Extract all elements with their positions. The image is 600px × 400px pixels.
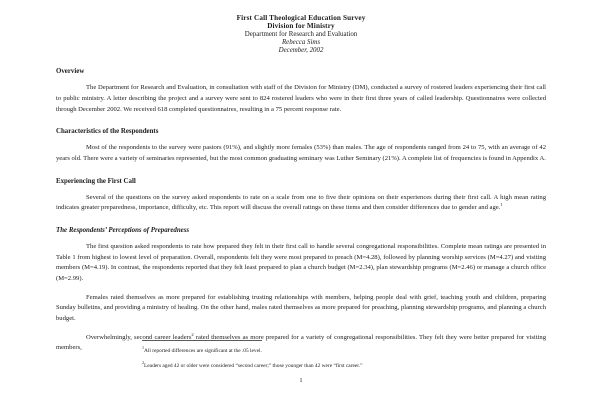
paragraph-characteristics: Most of the respondents to the survey were pastors (91%), and slightly more females (53%) than males. The age of respondents ranged from 24 to 75, with an average of 42 years old. There were a variety of seminaries represented, but the most common graduating seminary was Luther Seminary (21%). A complete list of frequencies is found in Appendix A. [56,144,546,163]
paragraph-second-career-text-pre: Overwhelmingly, second career leaders [86,333,192,341]
document-date: December, 2002 [278,47,324,55]
paragraph-gender-differences: Females rated themselves as more prepared for establishing trusting relationships with members, helping people deal with grief, teaching youth and children, preparing Sunday bulletins, and providing a ministry of healing. On the other hand, males rated themselves as more prepared for preaching, planning stewardship programs, and planning a church budget. [56,293,546,323]
heading-characteristics: Characteristics of the Respondents [56,128,159,136]
document-title: First Call Theological Education Survey [236,14,366,22]
footnote-area [56,340,546,384]
footnote-separator-rule [142,340,262,341]
footnote-2-marker: 2 [142,360,144,366]
footnote-reference-2[interactable]: 2 [191,331,194,337]
heading-experiencing-first-call: Experiencing the First Call [56,177,136,185]
document-author: Rebecca Sims [281,39,321,47]
footnote-reference-1[interactable]: 1 [500,202,503,208]
footnote-2-text: Leaders aged 42 or older were considered “second career;” those younger than 42 were “first career.” [144,362,363,369]
paragraph-second-career-text-post: rated themselves as more prepared for a variety of congregational responsibilities. They felt they were better prepared for visiting members, [56,333,546,352]
paragraph-preparedness-ratings: The first question asked respondents to rate how prepared they felt in their first call to handle several congregational responsibilities. Complete mean ratings are presented in Table 1 from highest to lowest level of preparation. Overall, respondents felt they were most prepared to preach (M=4.28), followed by planning worship services (M=4.27) and visiting members (M=4.19). In contrast, the respondents reported that they felt least prepared to plan a church budget (M=2.34), plan stewardship programs (M=2.46) or manage a church office (M=2.99). [56,243,546,283]
footnote-2 [56,362,546,370]
subheading-perceptions-of-preparedness: The Respondents’ Perceptions of Preparedness [56,227,190,235]
document-department: Department for Research and Evaluation [244,30,358,38]
heading-overview: Overview [56,68,85,76]
paragraph-experiencing-text: Several of the questions on the survey asked respondents to rate on a scale from one to five their opinions on their experiences during their first call. A high mean rating indicates greater preparedness, importance, difficulty, etc. This report will discuss the overall ratings on these items and then consider differences due to gender and age. [56,193,546,212]
page-number: 1 [299,377,303,384]
paragraph-overview: The Department for Research and Evaluation, in consultation with staff of the Division for Ministry (DM), conducted a survey of rostered leaders experiencing their first call to public ministry. A letter describing the project and a survey were sent to 824 rostered leaders who were in their first three years of called leadership. Questionnaires were collected through December 2002. We received 618 completed questionnaires, resulting in a 75 percent response rate. [56,84,546,113]
footnote-1-marker: 1 [142,344,144,350]
title-block [56,14,546,55]
footnote-1 [56,344,546,355]
paragraph-experiencing-first-call [56,193,546,214]
footnote-1-text: All reported differences are significant at the .05 level. [144,347,262,354]
document-subtitle: Division for Ministry [267,22,335,31]
